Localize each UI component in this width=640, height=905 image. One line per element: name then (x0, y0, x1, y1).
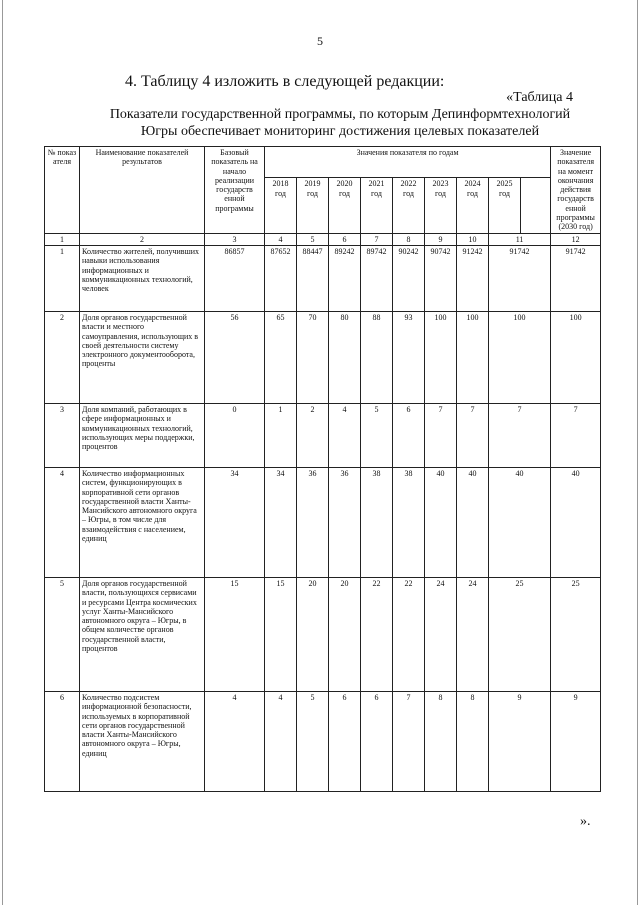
col-number: 6 (329, 233, 361, 245)
row-value: 25 (489, 577, 551, 691)
row-final: 25 (551, 577, 601, 691)
row-value: 22 (361, 577, 393, 691)
row-value: 9 (489, 691, 551, 791)
column-number-row (45, 233, 601, 245)
header-year: 2018 год (265, 178, 297, 233)
col-number: 3 (205, 233, 265, 245)
header-year: 2019 год (297, 178, 329, 233)
header-final: Значение показателя на момент окончания действия государств енной программы (2030 год) (551, 147, 601, 234)
row-final: 40 (551, 467, 601, 577)
col-number-11: 11 (515, 234, 524, 244)
row-value: 91742 (489, 245, 551, 311)
scan-right-edge (637, 0, 638, 905)
table-row (45, 577, 601, 691)
row-number: 5 (45, 577, 80, 691)
row-value: 90242 (393, 245, 425, 311)
row-base: 0 (205, 403, 265, 467)
row-value: 7 (393, 691, 425, 791)
row-value: 7 (425, 403, 457, 467)
row-value: 36 (329, 467, 361, 577)
header-year: 2024 год (457, 178, 489, 233)
row-value: 90742 (425, 245, 457, 311)
header-base: Базовый показатель на начало реализации государств енной программы (205, 147, 265, 234)
row-value: 34 (265, 467, 297, 577)
row-number: 2 (45, 311, 80, 403)
row-number: 3 (45, 403, 80, 467)
table-title-line1: Показатели государственной программы, по которым Депинформтехнологий (109, 107, 571, 122)
row-value: 91242 (457, 245, 489, 311)
header-year: 2025 год (489, 178, 521, 233)
row-value: 5 (361, 403, 393, 467)
row-value: 40 (425, 467, 457, 577)
header-year: 2023 год (425, 178, 457, 233)
table-title-line2: Югры обеспечивает мониторинг достижения целевых показателей (140, 124, 540, 139)
row-value: 22 (393, 577, 425, 691)
row-value: 38 (393, 467, 425, 577)
row-value: 2 (297, 403, 329, 467)
header-year: 2020 год (329, 178, 361, 233)
instruction-heading: 4. Таблицу 4 изложить в следующей редакции: (125, 73, 445, 90)
col-number: 7 (361, 233, 393, 245)
header-year-empty (521, 178, 551, 233)
header-num: № показ ателя (45, 147, 80, 234)
table-reference: «Таблица 4 (506, 90, 573, 105)
header-year: 2022 год (393, 178, 425, 233)
row-value: 36 (297, 467, 329, 577)
col-number (489, 233, 551, 245)
row-value: 8 (457, 691, 489, 791)
row-value: 65 (265, 311, 297, 403)
page-number: 5 (317, 34, 323, 48)
row-name: Количество жителей, получивших навыки использования информационных и коммуникационных технологий, человек (80, 245, 205, 311)
row-value: 40 (457, 467, 489, 577)
col-number: 4 (265, 233, 297, 245)
row-number: 1 (45, 245, 80, 311)
col-number: 5 (297, 233, 329, 245)
indicators-table (44, 146, 601, 792)
scan-left-edge (2, 0, 3, 905)
col-number: 2 (80, 233, 205, 245)
row-final: 7 (551, 403, 601, 467)
header-row-1 (45, 147, 601, 178)
col-number: 10 (457, 233, 489, 245)
row-name: Доля компаний, работающих в сфере информационных и коммуникационных технологий, использующих меры поддержки, процентов (80, 403, 205, 467)
row-value: 88 (361, 311, 393, 403)
row-value: 100 (425, 311, 457, 403)
row-value: 38 (361, 467, 393, 577)
col-number: 8 (393, 233, 425, 245)
row-value: 80 (329, 311, 361, 403)
row-base: 86857 (205, 245, 265, 311)
row-value: 93 (393, 311, 425, 403)
row-value: 6 (329, 691, 361, 791)
row-number: 4 (45, 467, 80, 577)
row-base: 15 (205, 577, 265, 691)
row-value: 88447 (297, 245, 329, 311)
row-value: 15 (265, 577, 297, 691)
row-base: 4 (205, 691, 265, 791)
row-base: 34 (205, 467, 265, 577)
col-number: 12 (551, 233, 601, 245)
row-name: Доля органов государственной власти, пользующихся сервисами и ресурсами Центра космических услуг Ханты-Мансийского автономного округа – Югры, в общем количестве органов государственной власти, процентов (80, 577, 205, 691)
table-title (70, 106, 610, 140)
row-value: 8 (425, 691, 457, 791)
header-year: 2021 год (361, 178, 393, 233)
row-value: 40 (489, 467, 551, 577)
closing-quote: ». (580, 814, 591, 829)
row-value: 6 (361, 691, 393, 791)
table-row (45, 245, 601, 311)
col-number: 1 (45, 233, 80, 245)
header-years-group: Значения показателя по годам (265, 147, 551, 178)
table-row (45, 467, 601, 577)
row-value: 100 (457, 311, 489, 403)
row-value: 24 (425, 577, 457, 691)
header-name: Наименование показателей результатов (80, 147, 205, 234)
row-value: 89742 (361, 245, 393, 311)
row-value: 4 (265, 691, 297, 791)
row-base: 56 (205, 311, 265, 403)
row-final: 9 (551, 691, 601, 791)
row-name: Доля органов государственной власти и местного самоуправления, использующих в своей деятельности систему электронного документооборота, проценты (80, 311, 205, 403)
row-value: 5 (297, 691, 329, 791)
row-name: Количество информационных систем, функционирующих в корпоративной сети органов государственной власти Ханты-Мансийского автономного округа – Югры, в том числе для взаимодействия с населением, единиц (80, 467, 205, 577)
row-value: 24 (457, 577, 489, 691)
row-value: 7 (457, 403, 489, 467)
row-value: 20 (297, 577, 329, 691)
table-row (45, 403, 601, 467)
row-final: 91742 (551, 245, 601, 311)
row-value: 7 (489, 403, 551, 467)
row-value: 100 (489, 311, 551, 403)
row-number: 6 (45, 691, 80, 791)
table-row (45, 691, 601, 791)
col-number: 9 (425, 233, 457, 245)
row-value: 89242 (329, 245, 361, 311)
row-name: Количество подсистем информационной безопасности, используемых в корпоративной сети органов государственной власти Ханты-Мансийского автономного округа – Югры, единиц (80, 691, 205, 791)
row-value: 6 (393, 403, 425, 467)
row-value: 87652 (265, 245, 297, 311)
row-value: 1 (265, 403, 297, 467)
row-final: 100 (551, 311, 601, 403)
row-value: 4 (329, 403, 361, 467)
row-value: 70 (297, 311, 329, 403)
table-row (45, 311, 601, 403)
row-value: 20 (329, 577, 361, 691)
table-body (45, 233, 601, 791)
